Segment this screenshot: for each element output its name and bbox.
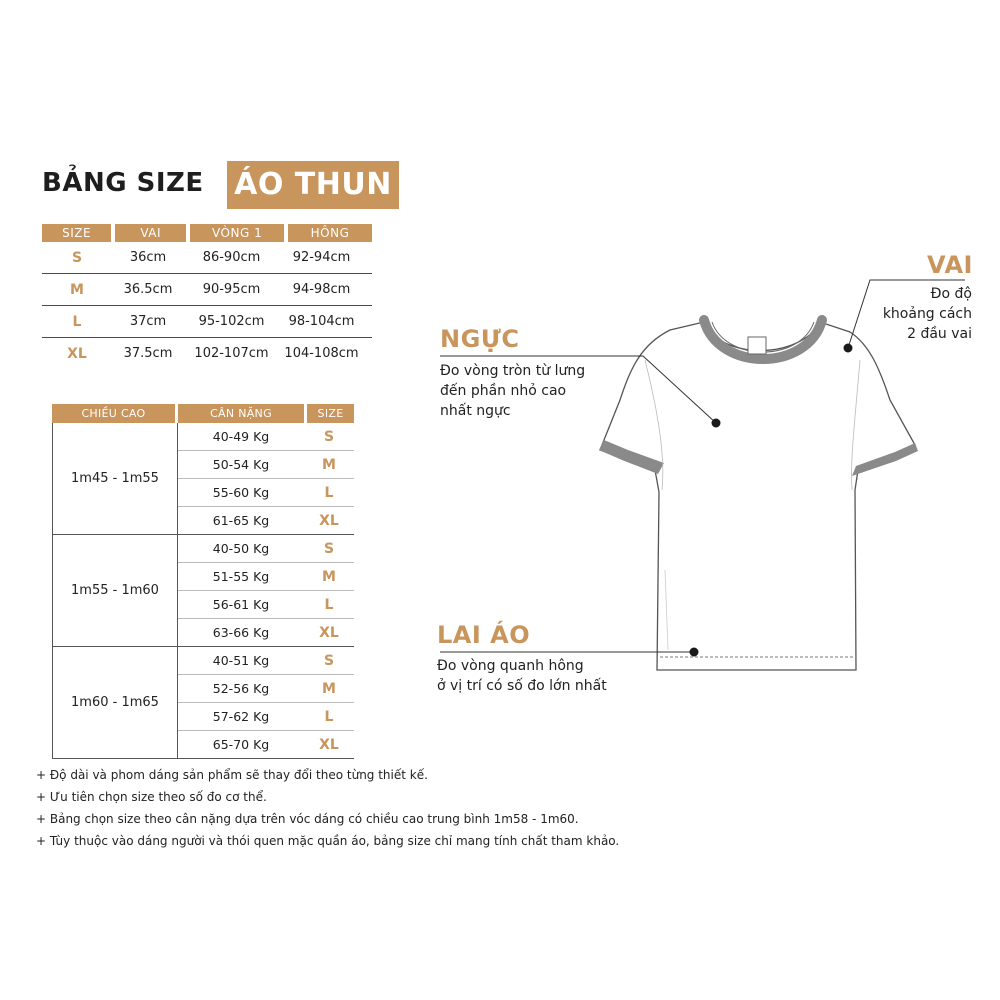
measurement-cell: 92-94cm (292, 250, 351, 265)
weight-cell: 40-50 Kg (212, 541, 270, 556)
nguc-line: Đo vòng tròn từ lưng (440, 363, 586, 379)
weight-cell: 57-62 Kg (212, 709, 270, 724)
weight-cell: 50-54 Kg (212, 457, 270, 472)
height-range: 1m45 - 1m55 (53, 423, 178, 534)
size-cell: XL (319, 512, 339, 529)
height-range: 1m60 - 1m65 (53, 647, 178, 758)
size-cell: L (324, 484, 334, 501)
title-prefix: BẢNG SIZE (42, 168, 204, 198)
nguc-description (440, 361, 585, 421)
header-chieu-cao: CHIỀU CAO (52, 404, 175, 423)
lai-ao-description (437, 656, 607, 696)
measurement-cell: 36.5cm (123, 282, 173, 297)
weight-cell: 40-51 Kg (212, 653, 270, 668)
note-item: + Bảng chọn size theo cân nặng dựa trên vóc dáng có chiều cao trung bình 1m58 - 1m60. (36, 812, 579, 826)
lai-ao-marker-dot (690, 648, 699, 657)
header-vong1: VÒNG 1 (190, 224, 284, 242)
measurement-cell: 37.5cm (123, 346, 173, 361)
measurement-cell: 104-108cm (284, 346, 359, 361)
weight-cell: 55-60 Kg (212, 485, 270, 500)
size-cell: L (72, 313, 82, 330)
nguc-marker-dot (712, 419, 721, 428)
header-size: SIZE (42, 224, 111, 242)
header-vai: VAI (115, 224, 186, 242)
lai-ao-line: Đo vòng quanh hông (437, 658, 584, 674)
vai-description (883, 284, 972, 344)
weight-cell: 52-56 Kg (212, 681, 270, 696)
height-range: 1m55 - 1m60 (53, 535, 178, 646)
weight-cell: 63-66 Kg (212, 625, 270, 640)
measurement-cell: 94-98cm (292, 282, 351, 297)
neck-tag (748, 337, 766, 354)
lai-ao-title: LAI ÁO (437, 621, 531, 649)
vai-marker-dot (844, 344, 853, 353)
header-hong: HÔNG (288, 224, 372, 242)
nguc-title: NGỰC (440, 325, 520, 353)
size-cell: L (324, 708, 334, 725)
vai-line: Đo độ (930, 286, 972, 302)
size-cell: M (70, 281, 84, 298)
vai-line: khoảng cách (882, 306, 972, 322)
note-item: + Tùy thuộc vào dáng người và thói quen mặc quần áo, bảng size chỉ mang tính chất tham khảo. (36, 834, 620, 848)
size-cell: L (324, 596, 334, 613)
size-cell: S (323, 540, 335, 557)
size-cell: M (322, 568, 336, 585)
measurement-cell: 102-107cm (194, 346, 269, 361)
vai-title: VAI (927, 251, 973, 279)
title-highlight: ÁO THUN (227, 161, 399, 209)
measurement-cell: 37cm (129, 314, 167, 329)
header-size: SIZE (307, 404, 354, 423)
size-cell: S (323, 428, 335, 445)
nguc-line: đến phần nhỏ cao (440, 383, 567, 399)
header-can-nang: CÂN NẶNG (178, 404, 304, 423)
measurement-cell: 98-104cm (288, 314, 355, 329)
nguc-line: nhất ngực (440, 403, 511, 419)
weight-cell: 51-55 Kg (212, 569, 270, 584)
measurement-cell: 36cm (129, 250, 167, 265)
size-cell: XL (67, 345, 87, 362)
note-item: + Độ dài và phom dáng sản phẩm sẽ thay đổi theo từng thiết kế. (36, 768, 428, 782)
size-cell: S (71, 249, 83, 266)
weight-cell: 40-49 Kg (212, 429, 270, 444)
shirt-body (600, 322, 915, 670)
size-cell: M (322, 456, 336, 473)
weight-cell: 61-65 Kg (212, 513, 270, 528)
weight-cell: 65-70 Kg (212, 737, 270, 752)
measurement-cell: 86-90cm (202, 250, 261, 265)
measurement-cell: 95-102cm (198, 314, 265, 329)
vai-line: 2 đầu vai (907, 326, 972, 342)
size-cell: S (323, 652, 335, 669)
size-cell: M (322, 680, 336, 697)
note-item: + Ưu tiên chọn size theo số đo cơ thể. (36, 790, 267, 804)
size-cell: XL (319, 624, 339, 641)
size-cell: XL (319, 736, 339, 753)
weight-cell: 56-61 Kg (212, 597, 270, 612)
lai-ao-line: ở vị trí có số đo lớn nhất (437, 678, 607, 694)
measurement-cell: 90-95cm (202, 282, 261, 297)
